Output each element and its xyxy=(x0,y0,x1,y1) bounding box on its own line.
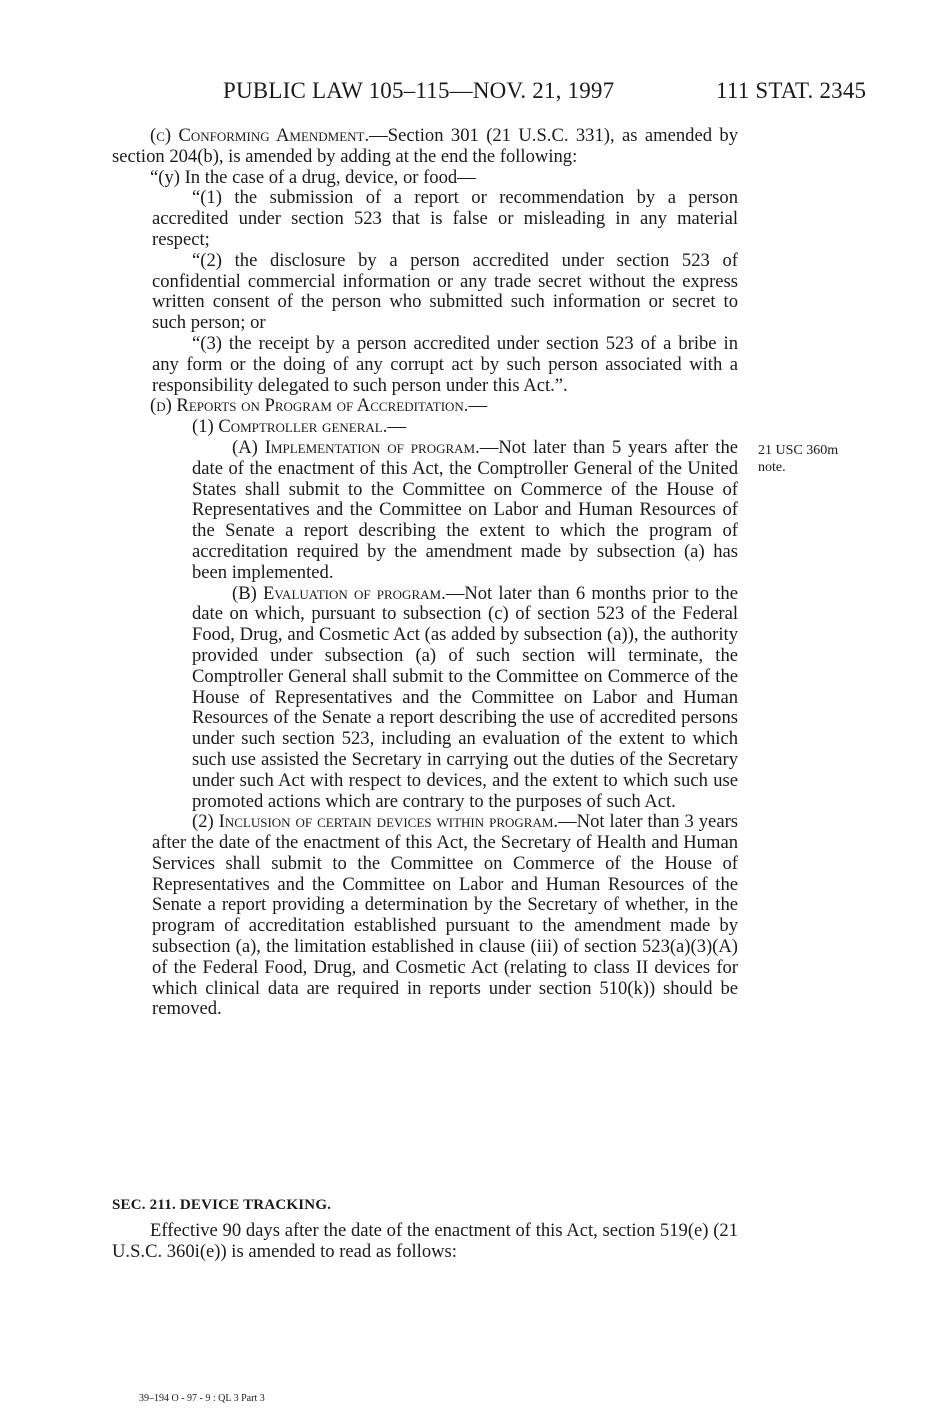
paragraph-y1: “(1) the submission of a report or recommendation by a person accredited under section 523 that is false or misleading in any material respect; xyxy=(152,187,738,250)
section-text xyxy=(112,1221,738,1263)
paragraph-a-heading: (A) Implementation of program. xyxy=(232,436,480,458)
margin-note-label: note. xyxy=(758,460,786,475)
page-footer: 39–194 O - 97 - 9 : QL 3 Part 3 xyxy=(139,1393,265,1404)
margin-note-citation: 21 USC 360m xyxy=(758,443,839,458)
paragraph-b xyxy=(112,584,738,813)
section-heading: SEC. 211. DEVICE TRACKING. xyxy=(112,1197,332,1213)
paragraph-c-text: —Section 301 (21 U.S.C. 331), as amended by section 204(b), is amended by adding at the end the following: xyxy=(112,125,739,167)
paragraph-y3: “(3) the receipt by a person accredited under section 523 of a bribe in any form or the doing of any corrupt act by such person associated with a responsibility delegated to such person under this Act.”. xyxy=(152,332,738,396)
paragraph-d1-heading: (1) Comptroller general. xyxy=(192,416,388,438)
section-211-paragraph: Effective 90 days after the date of the enactment of this Act, section 519(e) (21 U.S.C. 360i(e)) is amended to read as follows: xyxy=(112,1220,738,1262)
paragraph-d1-dash: — xyxy=(387,416,406,438)
paragraph-d-dash: — xyxy=(468,395,488,417)
paragraph-d2 xyxy=(112,812,738,1020)
paragraph-c-heading: (c) Conforming Amendment. xyxy=(150,125,370,146)
paragraph-d xyxy=(112,396,738,417)
paragraph-c xyxy=(112,126,738,168)
page-header-stat-number: 111 STAT. 2345 xyxy=(716,78,867,103)
paragraph-a xyxy=(112,438,738,584)
paragraph-a-text: —Not later than 5 years after the date of the enactment of this Act, the Comptroller General of the United States shall submit to the Committee on Commerce of the House of Representatives and the Committee on Labor and Human Resources of the Senate a report describing the extent to which the program of accreditation required by the amendment made by subsection (a) has been implemented. xyxy=(192,436,738,583)
paragraph-b-text: —Not later than 6 months prior to the date on which, pursuant to subsection (c) of section 523 of the Federal Food, Drug, and Cosmetic Act (as added by subsection (a)), the authority provided under subsection (a) of such section will terminate, the Comptroller General shall submit to the Committee on Commerce of the House of Representatives and the Committee on Labor and Human Resources of the Senate a report describing the use of accredited persons under such section 523, including an evaluation of the extent to which such use assisted the Secretary in carrying out the duties of the Secretary under such Act with respect to devices, and the extent to which such use promoted actions which are contrary to the purposes of such Act. xyxy=(192,582,738,812)
paragraph-d2-heading: (2) Inclusion of certain devices within program. xyxy=(192,811,559,833)
main-text-block xyxy=(112,126,738,1020)
paragraph-y2: “(2) the disclosure by a person accredited under section 523 of confidential commercial information or any trade secret without the express written consent of the person who submitted such information or secret to such person; or xyxy=(152,249,738,334)
page-header-title: PUBLIC LAW 105–115—NOV. 21, 1997 xyxy=(223,78,615,103)
paragraph-y: “(y) In the case of a drug, device, or food— xyxy=(150,166,476,188)
paragraph-d2-text: —Not later than 3 years after the date of the enactment of this Act, the Secretary of Health and Human Services shall submit to the Committee on Commerce of the House of Representatives and the Committee on Labor and Human Resources of the Senate a report providing a determination by the Secretary of whether, in the program of accreditation established pursuant to the amendment made by subsection (a), the limitation established in clause (iii) of section 523(a)(3)(A) of the Federal Food, Drug, and Cosmetic Act (relating to class II devices for which clinical data are required in reports under section 510(k)) should be removed. xyxy=(152,811,738,1020)
paragraph-d1 xyxy=(112,417,738,438)
paragraph-b-heading: (B) Evaluation of program. xyxy=(232,582,446,604)
margin-note xyxy=(758,442,838,476)
paragraph-d-heading: (d) Reports on Program of Accreditation. xyxy=(150,395,469,417)
